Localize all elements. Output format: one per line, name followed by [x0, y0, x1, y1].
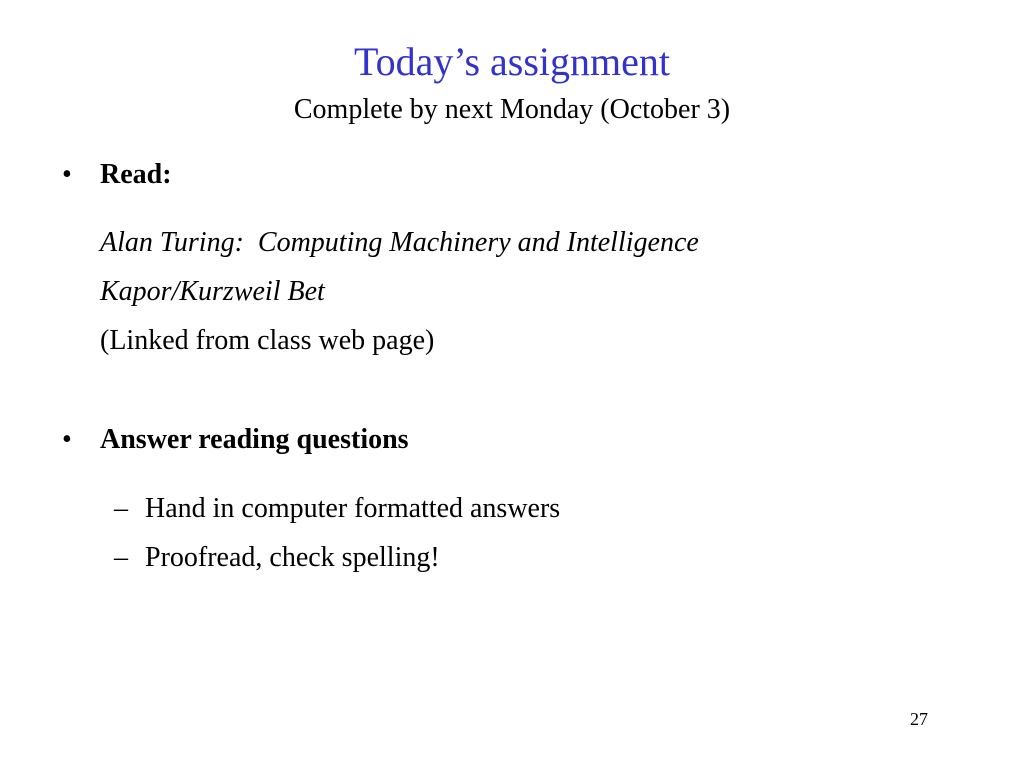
bullet-read: • — [62, 159, 72, 190]
reading-kapor-kurzweil: Kapor/Kurzweil Bet — [100, 276, 325, 307]
item-proofread: Proofread, check spelling! — [145, 542, 440, 573]
reading-note: (Linked from class web page) — [100, 325, 435, 356]
read-heading: Read: — [100, 159, 172, 190]
page-number: 27 — [910, 709, 928, 729]
slide-title: Today’s assignment — [353, 39, 671, 84]
dash-hand-in: – — [114, 493, 128, 524]
slide-subtitle: Complete by next Monday (October 3) — [293, 94, 731, 125]
item-hand-in: Hand in computer formatted answers — [145, 493, 561, 524]
reading-turing: Alan Turing: Computing Machinery and Intelligence — [100, 227, 699, 258]
bullet-answer: • — [62, 424, 72, 455]
answer-heading: Answer reading questions — [100, 424, 409, 455]
dash-proofread: – — [114, 542, 128, 573]
